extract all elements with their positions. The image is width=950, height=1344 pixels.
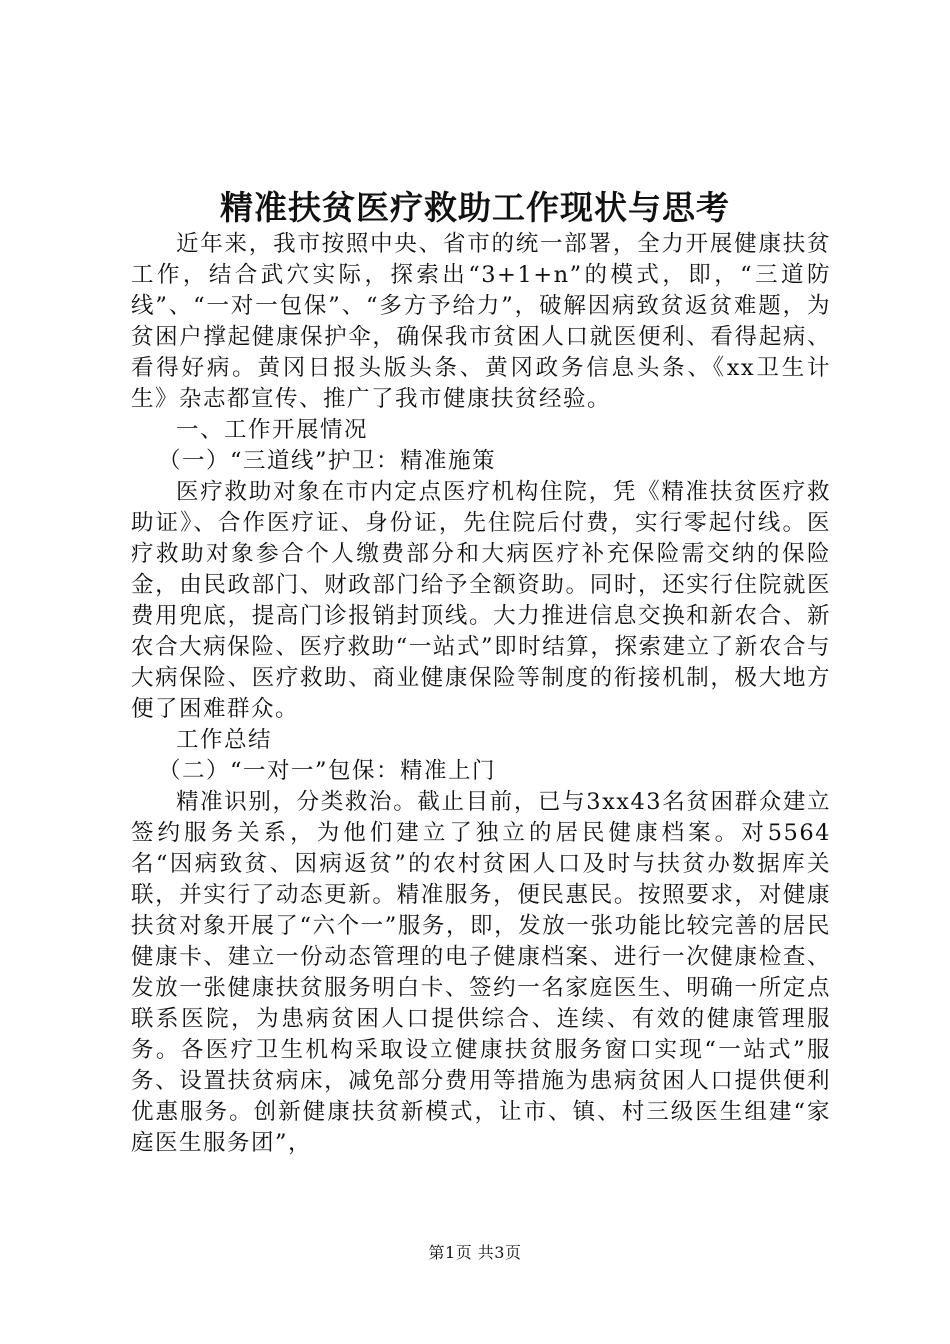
- paragraph: 医疗救助对象在市内定点医疗机构住院，凭《精准扶贫医疗救助证》、合作医疗证、身份证，先住院后付费，实行零起付线。医疗救助对象参合个人缴费部分和大病医疗补充保险需交纳的保险金，由民政部门、财政部门给予全额资助。同时，还实行住院就医费用兜底，提高门诊报销封顶线。大力推进信息交换和新农合、新农合大病保险、医疗救助“一站式”即时结算，探索建立了新农合与大病保险、医疗救助、商业健康保险等制度的衔接机制，极大地方便了困难群众。: [131, 479, 831, 722]
- document-title: 精准扶贫医疗救助工作现状与思考: [220, 188, 730, 227]
- page-number: 第1页 共3页: [428, 1243, 522, 1262]
- paragraph-intro: 近年来，我市按照中央、省市的统一部署，全力开展健康扶贫工作，结合武穴实际，探索出“3+1+n”的模式，即，“三道防线”、“一对一包保”、“多方予给力”，破解因病致贫返贫难题，为贫困户撑起健康保护伞，确保我市贫困人口就医便利、看得起病、看得好病。黄冈日报头版头条、黄冈政务信息头条、《xx卫生计生》杂志都宣传、推广了我市健康扶贫经验。: [131, 231, 831, 412]
- subsection-heading: （一）“三道线”护卫：精准施策: [158, 448, 497, 474]
- document-body: [131, 229, 831, 1159]
- subsection-heading: （二）“一对一”包保：精准上门: [158, 758, 497, 784]
- section-heading: 一、工作开展情况: [176, 417, 369, 443]
- paragraph-note: 工作总结: [176, 727, 273, 753]
- paragraph: 精准识别，分类救治。截止目前，已与3xx43名贫困群众建立签约服务关系，为他们建立了独立的居民健康档案。对5564名“因病致贫、因病返贫”的农村贫困人口及时与扶贫办数据库关联，并实行了动态更新。精准服务，便民惠民。按照要求，对健康扶贫对象开展了“六个一”服务，即，发放一张功能比较完善的居民健康卡、建立一份动态管理的电子健康档案、进行一次健康检查、发放一张健康扶贫服务明白卡、签约一名家庭医生、明确一所定点联系医院，为患病贫困人口提供综合、连续、有效的健康管理服务。各医疗卫生机构采取设立健康扶贫服务窗口实现“一站式”服务、设置扶贫病床，减免部分费用等措施为患病贫困人口提供便利优惠服务。创新健康扶贫新模式，让市、镇、村三级医生组建“家庭医生服务团”，: [131, 789, 831, 1156]
